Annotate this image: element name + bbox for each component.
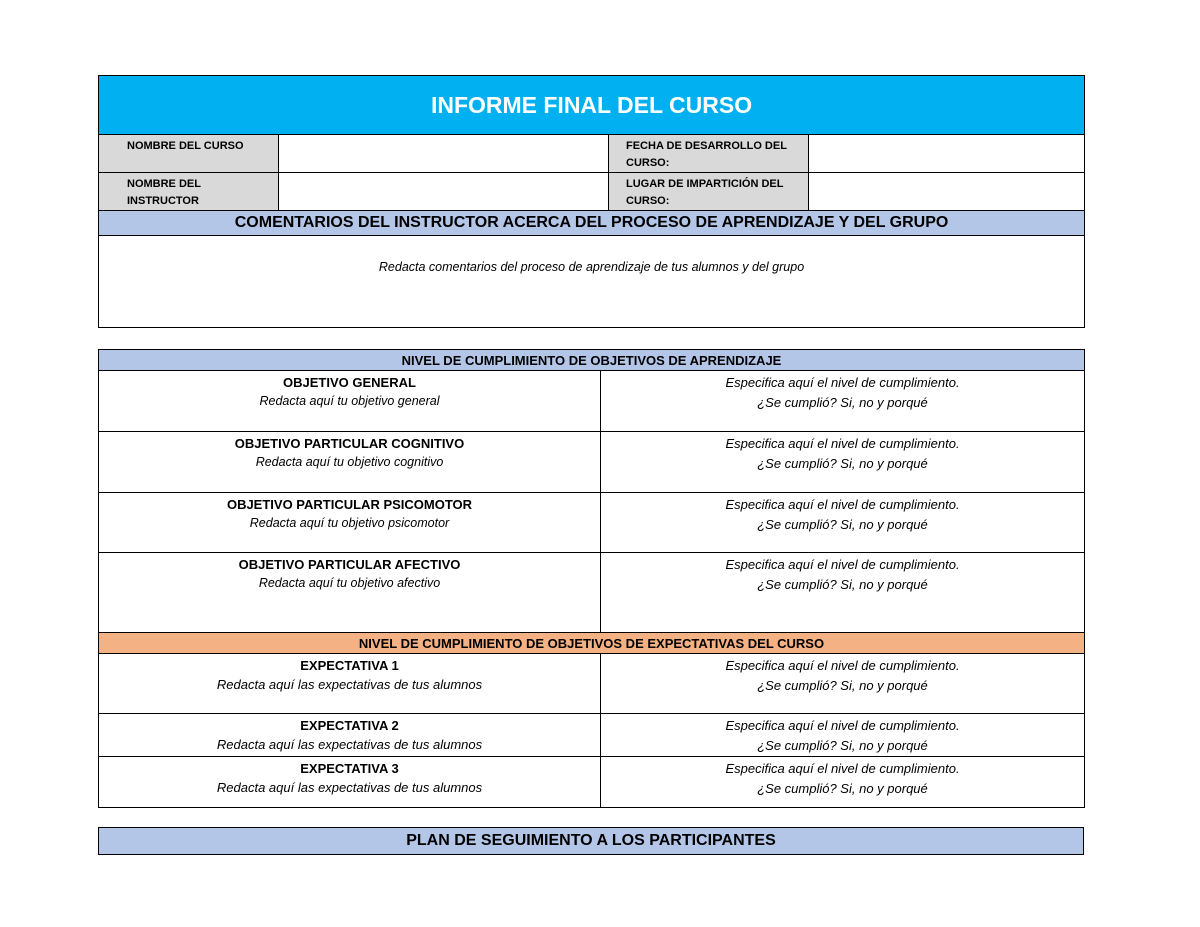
compliance-question: ¿Se cumplió? Si, no y porqué	[757, 678, 928, 693]
follow-up-heading: PLAN DE SEGUIMIENTO A LOS PARTICIPANTES	[99, 828, 1084, 855]
compliance-text: Especifica aquí el nivel de cumplimiento.	[725, 436, 960, 451]
compliance-text: Especifica aquí el nivel de cumplimiento.	[725, 557, 960, 572]
objectives-heading: NIVEL DE CUMPLIMIENTO DE OBJETIVOS DE APRENDIZAJE	[99, 350, 1085, 371]
expectation-cell[interactable]	[99, 654, 601, 714]
objective-row	[99, 553, 1085, 633]
compliance-text: Especifica aquí el nivel de cumplimiento.	[725, 375, 960, 390]
compliance-question: ¿Se cumplió? Si, no y porqué	[757, 456, 928, 471]
compliance-cell[interactable]	[601, 553, 1085, 633]
compliance-text: Especifica aquí el nivel de cumplimiento.	[725, 497, 960, 512]
objective-cell[interactable]	[99, 553, 601, 633]
compliance-cell[interactable]	[601, 714, 1085, 757]
expectation-row	[99, 714, 1085, 757]
compliance-question: ¿Se cumplió? Si, no y porqué	[757, 738, 928, 753]
objective-placeholder: Redacta aquí tu objetivo general	[259, 394, 440, 408]
instructor-name-field[interactable]	[279, 173, 609, 211]
compliance-text: Especifica aquí el nivel de cumplimiento.	[725, 658, 960, 673]
objective-cell[interactable]	[99, 371, 601, 432]
compliance-question: ¿Se cumplió? Si, no y porqué	[757, 517, 928, 532]
expectation-placeholder: Redacta aquí las expectativas de tus alumnos	[216, 737, 483, 752]
objective-row	[99, 432, 1085, 493]
compliance-text: Especifica aquí el nivel de cumplimiento.	[725, 761, 960, 776]
objective-row	[99, 371, 1085, 432]
compliance-question: ¿Se cumplió? Si, no y porqué	[757, 577, 928, 592]
objective-title: OBJETIVO PARTICULAR PSICOMOTOR	[226, 497, 473, 512]
expectation-title: EXPECTATIVA 2	[300, 718, 399, 733]
compliance-text: Especifica aquí el nivel de cumplimiento.	[725, 718, 960, 733]
course-date-label: FECHA DE DESARROLLO DEL CURSO:	[609, 135, 809, 173]
expectation-row	[99, 757, 1085, 808]
objective-title: OBJETIVO GENERAL	[283, 375, 416, 390]
expectation-cell[interactable]	[99, 714, 601, 757]
expectation-cell[interactable]	[99, 757, 601, 808]
expectation-placeholder: Redacta aquí las expectativas de tus alumnos	[216, 780, 483, 795]
follow-up-block	[98, 827, 1084, 855]
compliance-cell[interactable]	[601, 654, 1085, 714]
objective-cell[interactable]	[99, 493, 601, 553]
comments-field[interactable]: Redacta comentarios del proceso de aprendizaje de tus alumnos y del grupo	[99, 236, 1085, 328]
course-name-label: NOMBRE DEL CURSO	[99, 135, 279, 173]
course-date-field[interactable]	[809, 135, 1085, 173]
compliance-cell[interactable]	[601, 371, 1085, 432]
objective-title: OBJETIVO PARTICULAR COGNITIVO	[234, 436, 465, 451]
objectives-block	[98, 349, 1084, 808]
objective-placeholder: Redacta aquí tu objetivo afectivo	[258, 576, 441, 590]
report-title: INFORME FINAL DEL CURSO	[99, 76, 1085, 135]
objective-placeholder: Redacta aquí tu objetivo cognitivo	[255, 455, 444, 469]
course-info-block	[98, 75, 1084, 328]
objective-title: OBJETIVO PARTICULAR AFECTIVO	[238, 557, 461, 572]
expectation-placeholder: Redacta aquí las expectativas de tus alumnos	[216, 677, 483, 692]
expectation-title: EXPECTATIVA 1	[300, 658, 399, 673]
compliance-question: ¿Se cumplió? Si, no y porqué	[757, 395, 928, 410]
objective-row	[99, 493, 1085, 553]
course-place-label: LUGAR DE IMPARTICIÓN DEL CURSO:	[609, 173, 809, 211]
comments-heading: COMENTARIOS DEL INSTRUCTOR ACERCA DEL PROCESO DE APRENDIZAJE Y DEL GRUPO	[99, 211, 1085, 236]
compliance-question: ¿Se cumplió? Si, no y porqué	[757, 781, 928, 796]
course-place-field[interactable]	[809, 173, 1085, 211]
objective-cell[interactable]	[99, 432, 601, 493]
compliance-cell[interactable]	[601, 493, 1085, 553]
compliance-cell[interactable]	[601, 757, 1085, 808]
course-name-field[interactable]	[279, 135, 609, 173]
instructor-name-label: NOMBRE DEL INSTRUCTOR	[99, 173, 279, 211]
compliance-cell[interactable]	[601, 432, 1085, 493]
expectation-row	[99, 654, 1085, 714]
expectation-title: EXPECTATIVA 3	[300, 761, 399, 776]
objective-placeholder: Redacta aquí tu objetivo psicomotor	[249, 516, 450, 530]
expectations-heading: NIVEL DE CUMPLIMIENTO DE OBJETIVOS DE EXPECTATIVAS DEL CURSO	[99, 633, 1085, 654]
